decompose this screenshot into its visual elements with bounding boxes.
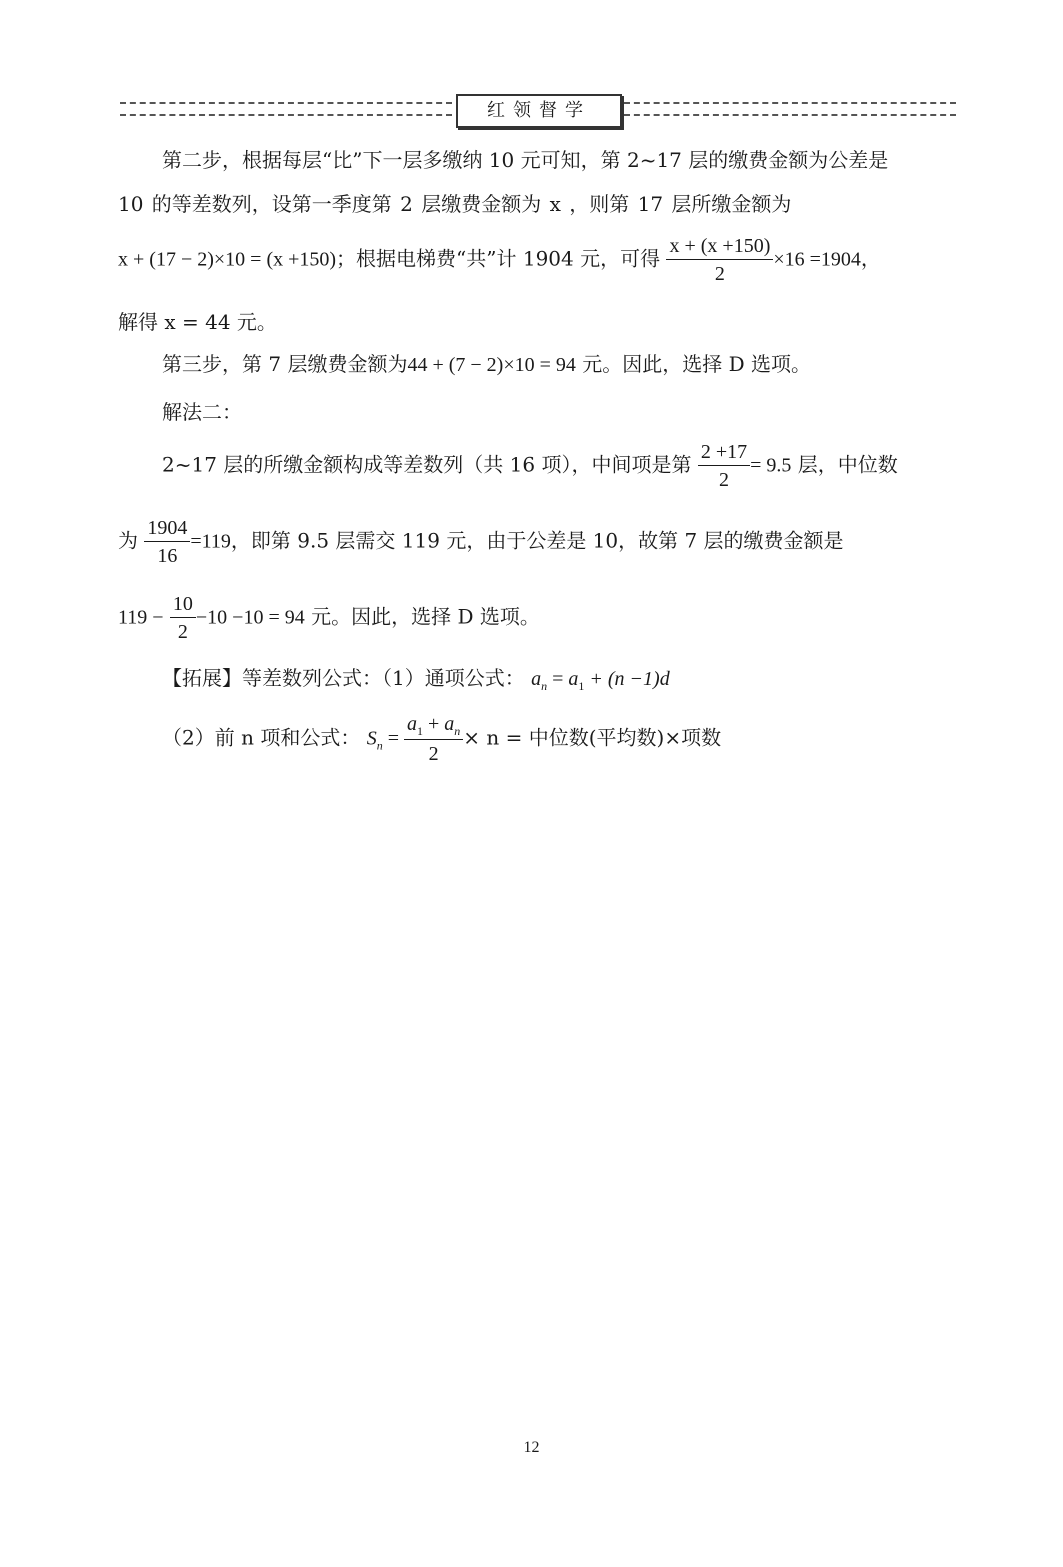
fraction-half-difference bbox=[170, 592, 196, 644]
text-line-10 bbox=[162, 666, 670, 693]
equation-result: = 9.5 bbox=[750, 454, 792, 477]
header-dashed-rule-right bbox=[624, 102, 956, 116]
fraction-denominator: 16 bbox=[157, 545, 178, 567]
var-a: a bbox=[444, 713, 455, 735]
fraction-total bbox=[666, 234, 773, 286]
var-s: S bbox=[366, 727, 377, 750]
text-line-6: 解法二： bbox=[162, 400, 242, 424]
subscript: n bbox=[454, 724, 461, 738]
var-a: a bbox=[531, 668, 542, 690]
subscript: n bbox=[376, 738, 383, 753]
var-a: a bbox=[406, 713, 417, 735]
text-fragment: 为 bbox=[118, 528, 138, 553]
fraction-numerator: x + (x +150) bbox=[666, 234, 773, 260]
fraction-denominator: 2 bbox=[718, 469, 729, 491]
fraction-sum-formula bbox=[404, 712, 463, 766]
equation-result: −10 −10 = 94 bbox=[195, 606, 305, 629]
subscript: 1 bbox=[578, 679, 585, 693]
fraction-denominator: 2 bbox=[714, 263, 725, 285]
equation-part: 119 − bbox=[118, 606, 164, 629]
text-line-1: 第二步，根据每层“比”下一层多缴纳 10 元可知，第 2~17 层的缴费金额为公差是 bbox=[162, 148, 889, 172]
text-fragment: 元。因此，选择 D 选项。 bbox=[575, 352, 811, 376]
fraction-denominator: 2 bbox=[177, 621, 188, 643]
text-fragment: 第三步，第 7 层缴费金额为 bbox=[162, 352, 408, 376]
fraction-middle-term bbox=[698, 440, 750, 492]
text-line-5 bbox=[162, 352, 811, 377]
subscript: 1 bbox=[416, 724, 423, 738]
header-brand-box: 红领督学 bbox=[456, 94, 622, 128]
text-fragment: ；根据电梯费“共”计 1904 元，可得 bbox=[336, 246, 661, 271]
fraction-denominator: 2 bbox=[428, 743, 439, 766]
formula-tail: + (n −1)d bbox=[584, 668, 670, 690]
text-fragment: 【拓展】等差数列公式：（1）通项公式： bbox=[162, 666, 525, 690]
text-line-4: 解得 x = 44 元。 bbox=[118, 310, 277, 334]
text-line-3 bbox=[118, 234, 881, 286]
text-line-11 bbox=[162, 712, 721, 766]
text-fragment: （2）前 n 项和公式： bbox=[162, 725, 361, 750]
text-line-8 bbox=[118, 516, 844, 568]
var-a: a bbox=[568, 668, 579, 690]
text-line-9 bbox=[118, 592, 540, 644]
fraction-median bbox=[144, 516, 190, 568]
fraction-numerator: 2 +17 bbox=[698, 440, 750, 466]
equals: = bbox=[547, 668, 569, 690]
text-fragment: 层，中位数 bbox=[791, 452, 898, 477]
equation-x17: x + (17 − 2)×10 = (x +150) bbox=[118, 248, 337, 271]
equation-floor7: 44 + (7 − 2)×10 = 94 bbox=[407, 354, 576, 376]
page-header bbox=[120, 94, 956, 128]
header-dashed-rule-left bbox=[120, 102, 452, 116]
equation-result: ×16 =1904 bbox=[773, 248, 861, 271]
text-line-7 bbox=[162, 440, 898, 492]
equals: = bbox=[382, 727, 404, 750]
subscript: n bbox=[541, 679, 548, 693]
plus: + bbox=[422, 713, 445, 735]
text-fragment: ，即第 9.5 层需交 119 元，由于公差是 10，故第 7 层的缴费金额是 bbox=[230, 528, 844, 553]
equation-result: =119 bbox=[190, 530, 231, 553]
fraction-numerator bbox=[404, 712, 463, 740]
text-fragment: 2~17 层的所缴金额构成等差数列（共 16 项），中间项是第 bbox=[162, 452, 692, 477]
fraction-numerator: 1904 bbox=[144, 516, 190, 542]
formula-tail: × n = 中位数(平均数)×项数 bbox=[463, 725, 722, 750]
fraction-numerator: 10 bbox=[170, 592, 196, 618]
page-number: 12 bbox=[523, 1439, 540, 1456]
text-fragment: 元。因此，选择 D 选项。 bbox=[304, 604, 540, 629]
text-line-2: 10 的等差数列，设第一季度第 2 层缴费金额为 x ，则第 17 层所缴金额为 bbox=[118, 192, 792, 216]
comma: ， bbox=[860, 246, 881, 271]
